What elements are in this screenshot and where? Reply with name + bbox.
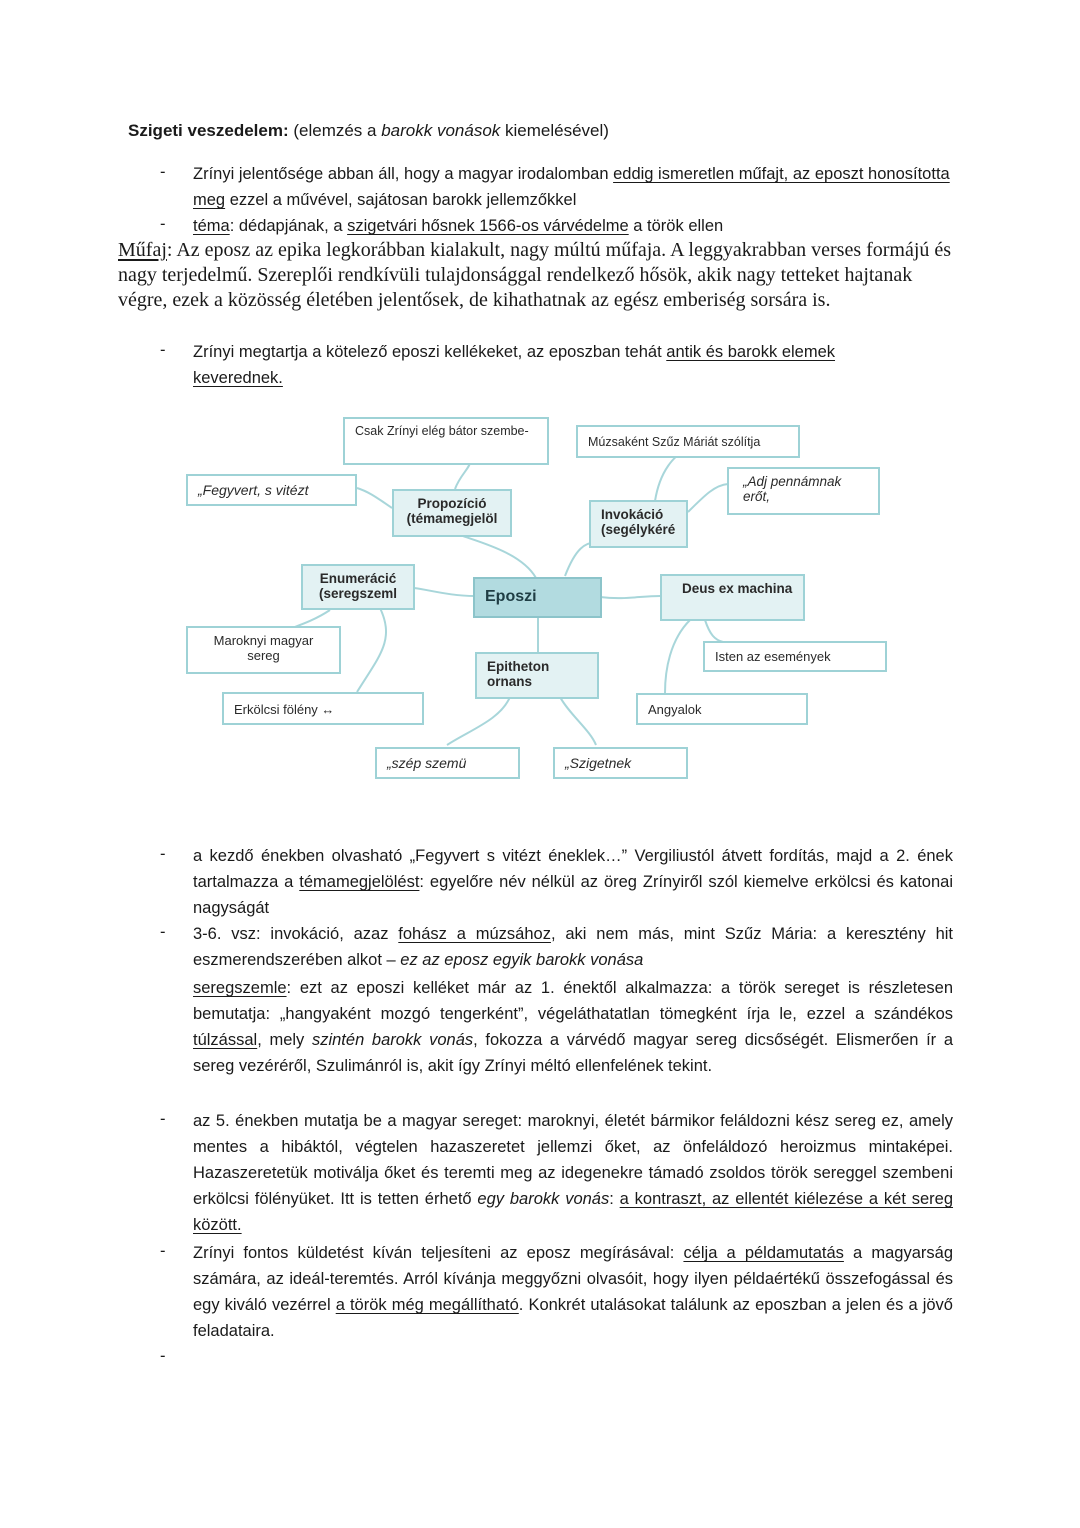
connector — [455, 533, 536, 578]
bullet-dash: - — [160, 923, 166, 941]
node-enumeracio: Enumerácić (seregszeml — [301, 564, 415, 610]
node-szep-szemu: „szép szemü — [375, 747, 520, 779]
connector — [455, 462, 470, 489]
connector — [357, 488, 392, 508]
node-fegyvert-quote: „Fegyvert, s vitézt — [186, 474, 357, 506]
bullet-dash: - — [160, 1242, 166, 1260]
node-erkolcsi-foleny: Erkölcsi fölény ↔ — [222, 692, 424, 725]
intro-bullet-2: téma: dédapjának, a szigetvári hősnek 1566-os várvédelme a török ellen — [193, 217, 724, 235]
genre-definition — [118, 238, 958, 313]
node-maroknyi-sereg: Maroknyi magyar sereg — [186, 626, 341, 674]
node-invokacio: Invokáció (segélykéré — [589, 500, 688, 548]
bullet-dash: - — [160, 1347, 166, 1365]
paragraph-seregszemle: seregszemle: ezt az eposzi kelléket már az 1. énektől alkalmazza: a török sereget is részletesen bemutatja: „hangyaként mozgó tengerként”, végeláthatatlan tömegként írja le, ezzel a szándékos túlzással, mely szintén barokk vonás, fokozza a várvédő magyar sereg dicsőségét. Elismerően ír a sereg vezéréről, Szulimánról is, akit így Zrínyi méltó ellenfelének tekint. — [193, 979, 953, 1075]
bullet-dash: - — [160, 215, 166, 233]
connector — [705, 620, 723, 642]
node-epitheton-ornans: Epitheton ornans — [475, 652, 599, 699]
node-propozicio: Propozíció (témamegjelöl — [392, 489, 512, 537]
node-angyalok: Angyalok — [636, 693, 808, 725]
bullet-dash: - — [160, 341, 166, 359]
document-title — [128, 121, 609, 141]
intro-bullet-1: Zrínyi jelentősége abban áll, hogy a magyar irodalomban eddig ismeretlen műfajt, az eposzt honosította meg ezzel a művével, sajátosan barokk jellemzőkkel — [193, 165, 950, 209]
connector — [414, 588, 475, 596]
node-adj-pennamnak-quote: „Adj pennámnak erőt, — [727, 467, 880, 515]
connector — [600, 596, 660, 598]
bullet-dash: - — [160, 1110, 166, 1128]
connector — [655, 451, 685, 501]
node-eposzi-center: Eposzi — [473, 577, 602, 618]
bullet-dash: - — [160, 163, 166, 181]
title-text-end: kiemelésével) — [500, 121, 609, 140]
title-italic: barokk vonások — [381, 121, 501, 140]
title-text: (elemzés a — [288, 121, 382, 140]
paragraph-invokacio: 3-6. vsz: invokáció, azaz fohász a múzsához, aki nem más, mint Szűz Mária: a keresztény hit eszmerendszerében alkot – ez az eposz egyik barokk vonása — [193, 925, 953, 969]
paragraph-kuldetes: Zrínyi fontos küldetést kíván teljesíteni az eposz megírásával: célja a példamutatás a magyarság számára, az ideál-teremtés. Arról kívánja meggyőzni olvasóit, hogy ilyen példaértékű összefogással és egy kiváló vezérrel a török még megállítható. Konkrét utalásokat találunk az eposzban a jelen és a jövő feladataira. — [193, 1244, 953, 1340]
node-invokacio-detail: Múzsaként Szűz Máriát szólítja — [576, 425, 800, 458]
epic-elements-mindmap — [0, 400, 1080, 800]
connector — [665, 620, 690, 693]
node-deus-ex-machina: Deus ex machina — [660, 574, 805, 621]
title-bold: Szigeti veszedelem: — [128, 121, 289, 140]
connector — [357, 608, 386, 692]
bullet-epic-elements: Zrínyi megtartja a kötelező eposzi kellékeket, az eposzban tehát antik és barokk elemek keverednek. — [193, 343, 836, 387]
connector — [447, 697, 510, 745]
paragraph-magyar-sereg: az 5. énekben mutatja be a magyar sereget: maroknyi, életét bármikor feláldozni kész sereg ez, amely mentes a hibáktól, végtelen hazaszeretet jellemzi őket, az önfeláldozó heroizmus mintaképei. Hazaszeretetük motiválja őket és teremti meg az idegenekre támadó zsoldos török sereggel szembeni erkölcsi fölényüket. Itt is tetten érhető egy barokk vonás: a kontraszt, az ellentét kiélezése a két sereg között. — [193, 1112, 954, 1234]
node-propozicio-detail: Csak Zrínyi elég bátor szembe- — [343, 417, 549, 465]
connector — [560, 697, 596, 745]
genre-text: : Az eposz az epika legkorábban kialakult, nagy múltú műfaja. A leggyakrabban verses formájú és nagy terjedelmű. Szereplői rendkívüli tulajdonsággal rendelkező hősök, akik nagy tetteket hajtanak végre, ezek a közösség életében jelentősek, de kihathatnak az egész emberiség sorsára is. — [118, 239, 952, 311]
node-isten-esemenyek: Isten az események — [703, 641, 887, 672]
paragraph-kezdo-enek: a kezdő énekben olvasható „Fegyvert s vitézt éneklek…” Vergiliustól átvett fordítás, majd a 2. ének tartalmazza a témamegjelölést: egyelőre név nélkül az öreg Zrínyiről szól kiemelve erkölcsi és katonai nagyságát — [193, 847, 953, 917]
connector — [688, 484, 728, 512]
genre-label: Műfaj — [118, 239, 167, 261]
bullet-dash: - — [160, 845, 166, 863]
node-szigetnek: „Szigetnek — [553, 747, 688, 779]
